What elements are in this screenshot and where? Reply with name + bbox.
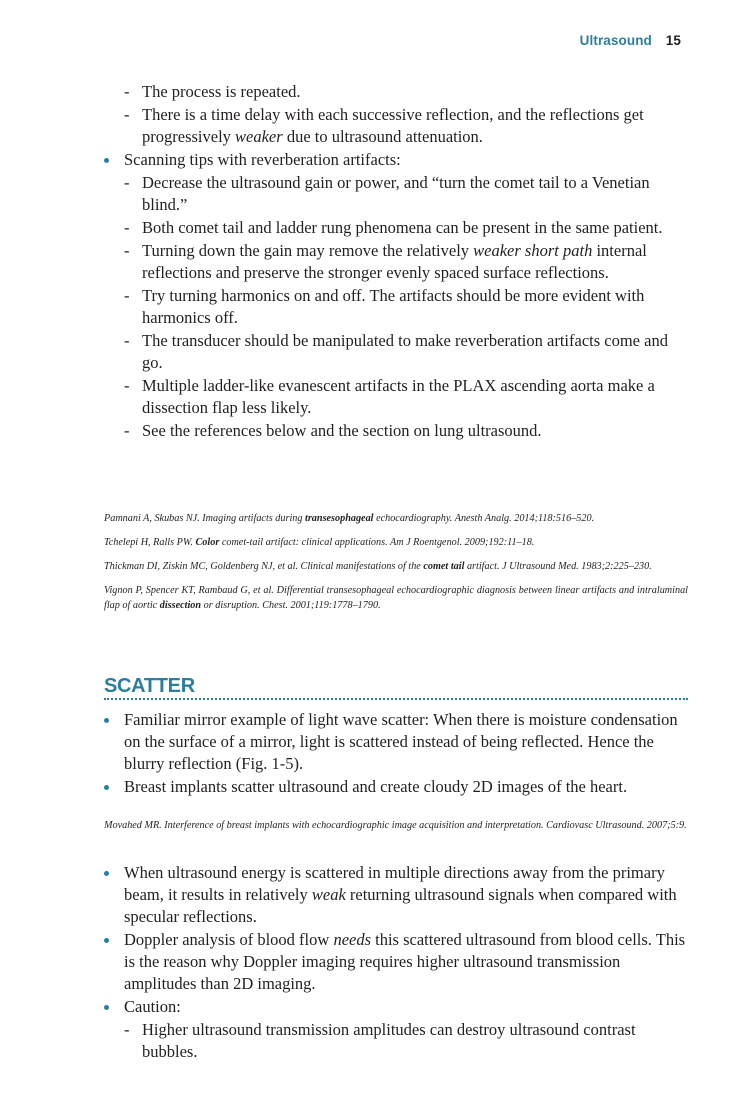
dash-item [104,104,688,148]
dash-marker: - [124,241,130,260]
scatter-details-list [104,862,688,1064]
dash-item [104,330,688,374]
bullet-dot-icon [104,718,109,723]
dash-item [104,240,688,284]
reference-citation: Pamnani A, Skubas NJ. Imaging artifacts during transesophageal echocardiography. Anesth Analg. 2014;118:516–520. [104,513,595,524]
reference-citation: Movahed MR. Interference of breast implants with echocardiographic image acquisition and interpretation. Cardiovasc Ultrasound. 2007;5:9. [104,820,687,831]
dash-marker: - [124,105,130,124]
list-item-text: Try turning harmonics on and off. The artifacts should be more evident with harmonics off. [142,286,645,327]
dash-marker: - [124,1020,130,1039]
bullet-dot-icon [104,158,109,163]
list-item-text: Higher ultrasound transmission amplitudes can destroy ultrasound contrast bubbles. [142,1020,636,1061]
list-item-text: The process is repeated. [142,82,301,101]
dash-marker: - [124,82,130,101]
dash-item [104,172,688,216]
list-item-text: The transducer should be manipulated to make reverberation artifacts come and go. [142,331,668,372]
dash-marker: - [124,421,130,440]
bullet-item [104,776,688,798]
bullet-dot-icon [104,938,109,943]
dash-marker: - [124,331,130,350]
list-item-text: When ultrasound energy is scattered in multiple directions away from the primary beam, it results in relatively weak returning ultrasound signals when compared with specular reflections. [124,863,677,926]
list-item-text: See the references below and the section on lung ultrasound. [142,421,542,440]
list-item-text: There is a time delay with each successive reflection, and the reflections get progressively weaker due to ultrasound attenuation. [142,105,644,146]
dash-item [104,375,688,419]
reverberation-tips-list [104,81,688,443]
bullet-item [104,149,688,171]
dash-item [104,217,688,239]
dash-item [104,420,688,442]
reference-citation: Thickman DI, Ziskin MC, Goldenberg NJ, et al. Clinical manifestations of the comet tail artifact. J Ultrasound Med. 1983;2:225–230. [104,561,652,572]
bullet-item [104,862,688,928]
bullet-dot-icon [104,1005,109,1010]
list-item-text: Multiple ladder-like evanescent artifacts in the PLAX ascending aorta make a dissection flap less likely. [142,376,655,417]
dash-marker: - [124,173,130,192]
scatter-list [104,709,688,799]
bullet-item [104,996,688,1018]
page-number: 15 [665,33,681,48]
bullet-item [104,929,688,995]
dash-marker: - [124,286,130,305]
section-heading-scatter: SCATTER [104,674,688,700]
list-item-text: Breast implants scatter ultrasound and create cloudy 2D images of the heart. [124,777,628,796]
dash-marker: - [124,218,130,237]
running-head [580,33,681,48]
list-item-text: Caution: [124,997,181,1016]
list-item-text: Decrease the ultrasound gain or power, and “turn the comet tail to a Venetian blind.” [142,173,650,214]
dash-item [104,285,688,329]
scatter-section [104,674,688,700]
dash-marker: - [124,376,130,395]
dash-item [104,81,688,103]
list-item-text: Doppler analysis of blood flow needs this scattered ultrasound from blood cells. This is the reason why Doppler imaging requires higher ultrasound transmission amplitudes than 2D imaging. [124,930,686,993]
running-head-section: Ultrasound [579,33,652,48]
references-scatter [104,818,688,833]
list-item-text: Turning down the gain may remove the relatively weaker short path internal reflections and preserve the stronger evenly spaced surface reflections. [142,241,647,282]
bullet-dot-icon [104,871,109,876]
reference-citation: Tchelepi H, Ralls PW. Color comet-tail artifact: clinical applications. Am J Roentgenol. 2009;192:11–18. [104,537,535,548]
reference-citation: Vignon P, Spencer KT, Rambaud G, et al. Differential transesophageal echocardiographic diagnosis between linear artifacts and intraluminal flap of aortic dissection or disruption. Chest. 2001;119:1778–1790. [104,585,688,611]
references-reverberation [104,511,688,622]
dash-item [104,1019,688,1063]
bullet-dot-icon [104,785,109,790]
list-item-text: Scanning tips with reverberation artifacts: [124,150,401,169]
bullet-item [104,709,688,775]
list-item-text: Familiar mirror example of light wave scatter: When there is moisture condensation on the surface of a mirror, light is scattered instead of being reflected. Hence the blurry reflection (Fig. 1-5). [124,710,678,773]
list-item-text: Both comet tail and ladder rung phenomena can be present in the same patient. [142,218,663,237]
